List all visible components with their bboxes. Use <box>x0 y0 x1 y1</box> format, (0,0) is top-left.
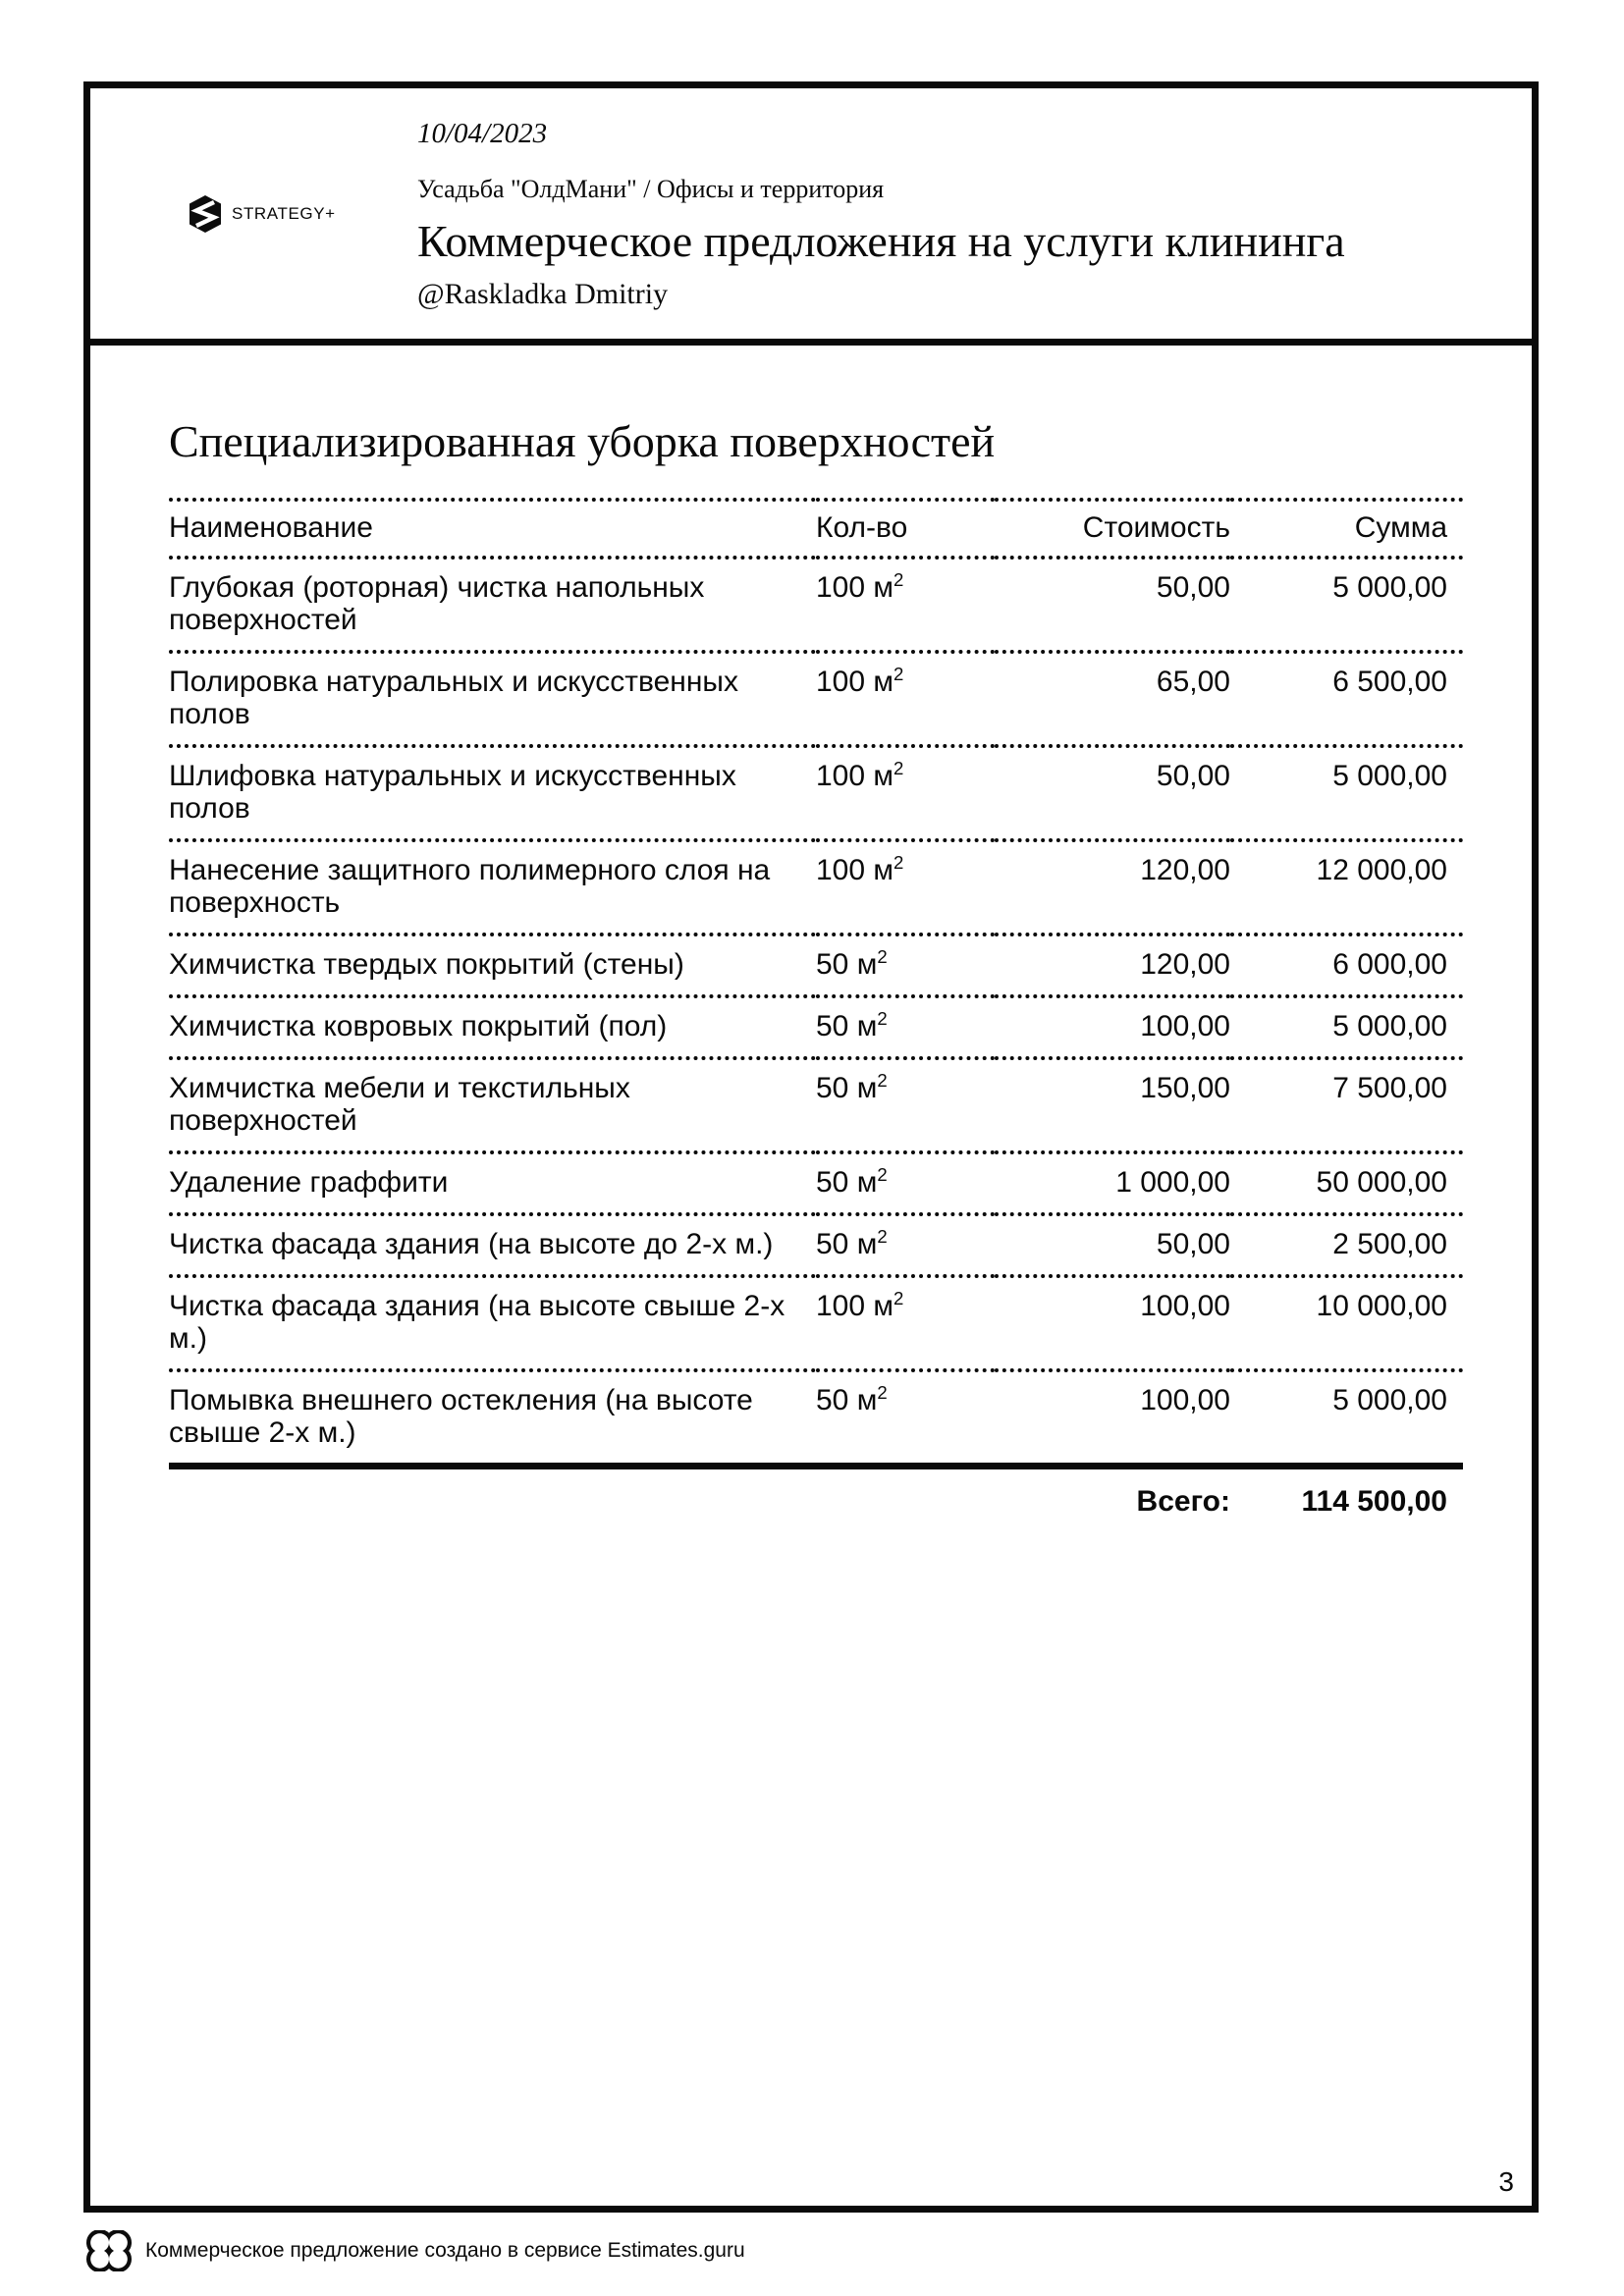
document-footer <box>86 2230 745 2271</box>
document-date: 10/04/2023 <box>417 118 548 150</box>
service-price: 50,00 <box>995 746 1230 840</box>
breadcrumb: Усадьба "ОлдМани" / Офисы и территория <box>417 175 885 204</box>
services-table-body <box>169 558 1463 1467</box>
total-spacer <box>169 1467 816 1519</box>
service-qty: 50 $м^2$ <box>816 996 995 1058</box>
service-qty: 100 $м^2$ <box>816 558 995 652</box>
service-name: Удаление граффити <box>169 1152 816 1214</box>
service-price: 100,00 <box>995 996 1230 1058</box>
table-row <box>169 934 1463 996</box>
service-qty: 50 $м^2$ <box>816 1058 995 1152</box>
document-author: @Raskladka Dmitriy <box>417 277 669 310</box>
document-title: Коммерческое предложения на услуги клининга <box>417 215 1345 266</box>
services-table-header <box>169 500 1463 558</box>
page-frame <box>83 81 1539 2213</box>
table-row <box>169 652 1463 746</box>
section-title: Специализированная уборка поверхностей <box>169 416 996 466</box>
total-row <box>169 1467 1463 1519</box>
service-name: Чистка фасада здания (на высоте до 2-х м.) <box>169 1214 816 1276</box>
table-row <box>169 840 1463 934</box>
service-name: Чистка фасада здания (на высоте свыше 2-х м.) <box>169 1276 816 1370</box>
service-name: Химчистка ковровых покрытий (пол) <box>169 996 816 1058</box>
footer-text: Коммерческое предложение создано в сервисе Estimates.guru <box>145 2239 745 2262</box>
table-row <box>169 996 1463 1058</box>
service-sum: 2 500,00 <box>1230 1214 1463 1276</box>
header-text-block <box>417 117 1345 310</box>
service-qty: 50 $м^2$ <box>816 934 995 996</box>
service-name: Помывка внешнего остекления (на высоте свыше 2-х м.) <box>169 1384 753 1450</box>
column-header-price: Стоимость <box>995 500 1230 558</box>
total-label: Всего: <box>995 1467 1230 1519</box>
service-name: Нанесение защитного полимерного слоя на поверхность <box>169 840 816 934</box>
service-sum: 5 000,00 <box>1230 746 1463 840</box>
service-qty: 50 $м^2$ <box>816 1152 995 1214</box>
service-qty: 100 $м^2$ <box>816 652 995 746</box>
table-row <box>169 1058 1463 1152</box>
service-sum: 6 500,00 <box>1230 652 1463 746</box>
service-sum: 10 000,00 <box>1230 1276 1463 1370</box>
service-sum: 5 000,00 <box>1332 1384 1447 1417</box>
table-header-row <box>169 500 1463 558</box>
services-table <box>169 498 1463 1518</box>
service-qty: 50 $м^2$ <box>816 1214 995 1276</box>
service-sum: 5 000,00 <box>1230 558 1463 652</box>
service-qty: 100 $м^2$ <box>816 840 995 934</box>
service-sum: 7 500,00 <box>1230 1058 1463 1152</box>
service-name: Химчистка мебели и текстильных поверхностей <box>169 1058 816 1152</box>
document-header <box>90 88 1532 346</box>
brand-name: STRATEGY+ <box>232 203 336 223</box>
service-sum: 12 000,00 <box>1230 840 1463 934</box>
service-name: Химчистка твердых покрытий (стены) <box>169 934 816 996</box>
service-qty: 100 $м^2$ <box>816 1276 995 1370</box>
service-price: 65,00 <box>995 652 1230 746</box>
column-header-name: Наименование <box>169 500 816 558</box>
service-price: 100,00 <box>995 1276 1230 1370</box>
service-sum: 50 000,00 <box>1230 1152 1463 1214</box>
brand-logo <box>189 194 417 234</box>
table-row <box>169 1152 1463 1214</box>
service-name: Полировка натуральных и искусственных полов <box>169 652 816 746</box>
table-row <box>169 1276 1463 1370</box>
document-body <box>90 346 1532 1518</box>
service-price: 1 000,00 <box>995 1152 1230 1214</box>
service-sum: 6 000,00 <box>1230 934 1463 996</box>
total-value: 114 500,00 <box>1230 1467 1463 1519</box>
page-number: 3 <box>1498 2166 1514 2197</box>
service-price: 120,00 <box>995 840 1230 934</box>
column-header-sum: Сумма <box>1230 500 1463 558</box>
service-qty: 50 $м^2$ <box>816 1382 888 1417</box>
column-header-qty: Кол-во <box>816 500 995 558</box>
total-spacer <box>816 1467 995 1519</box>
table-row <box>169 746 1463 840</box>
service-price: 50,00 <box>995 558 1230 652</box>
service-price: 100,00 <box>1140 1384 1230 1417</box>
service-price: 120,00 <box>995 934 1230 996</box>
service-sum: 5 000,00 <box>1230 996 1463 1058</box>
table-row <box>169 1370 1463 1467</box>
estimates-guru-logo-icon <box>86 2230 132 2271</box>
table-row <box>169 558 1463 652</box>
service-name: Шлифовка натуральных и искусственных полов <box>169 746 816 840</box>
strategy-logo-icon <box>189 194 222 234</box>
service-qty: 100 $м^2$ <box>816 746 995 840</box>
service-name: Глубокая (роторная) чистка напольных поверхностей <box>169 558 816 652</box>
services-table-footer <box>169 1467 1463 1519</box>
service-price: 150,00 <box>995 1058 1230 1152</box>
service-price: 50,00 <box>995 1214 1230 1276</box>
table-row <box>169 1214 1463 1276</box>
